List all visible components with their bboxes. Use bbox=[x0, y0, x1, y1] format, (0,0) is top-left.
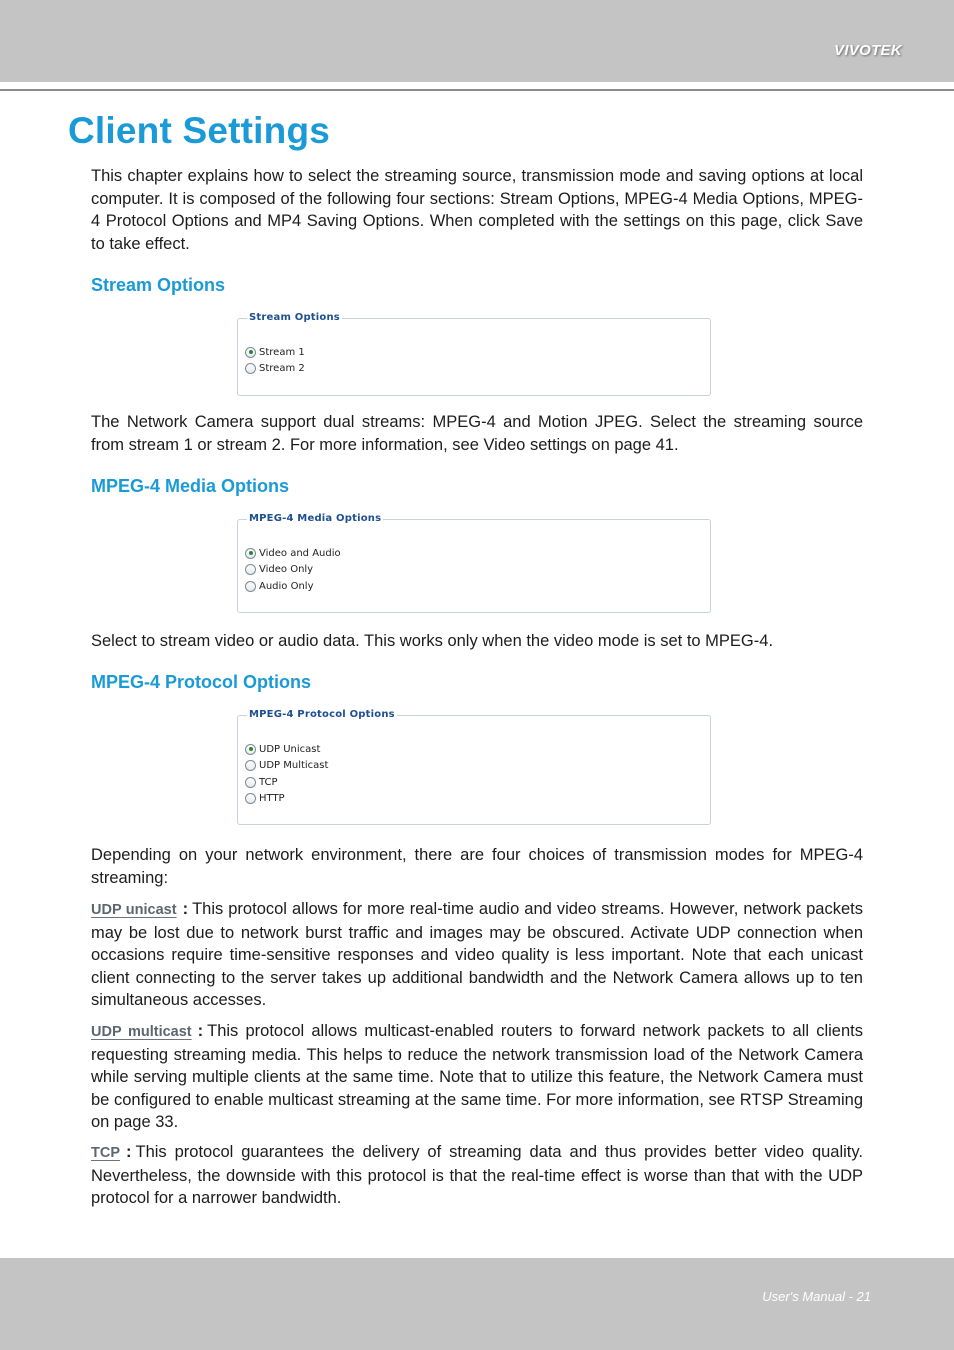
term-description: This protocol allows multicast-enabled routers to forward network packets to all clients requesting streaming media. This helps to reduce the network transmission load of the Network Camera while serving multiple clients at the same time. Note that to utilize this feature, the Network Camera must be configured to enable multicast streaming at the same time. For more information, see RTSP Streaming on page 33. bbox=[91, 1022, 863, 1131]
term-colon: : bbox=[197, 1022, 204, 1040]
radio-stream-1[interactable] bbox=[245, 344, 305, 361]
header-bar bbox=[0, 0, 954, 82]
term-udp-unicast: UDP unicast bbox=[91, 902, 177, 918]
radio-label: Stream 2 bbox=[259, 363, 305, 375]
radio-button-icon[interactable] bbox=[245, 548, 256, 559]
term-description: This protocol allows for more real-time audio and video streams. However, network packets may be lost due to network burst traffic and images may be obscured. Activate UDP connection when occasions require time-sensitive responses and video quality is less important. Note that each unicast client connecting to the server takes up additional bandwidth and the Network Camera allows up to ten simultaneous accesses. bbox=[91, 900, 863, 1009]
protocol-options-description: Depending on your network environment, there are four choices of transmission modes for MPEG-4 streaming: bbox=[91, 846, 863, 887]
radio-video-and-audio[interactable] bbox=[245, 545, 341, 562]
header-divider bbox=[0, 89, 954, 91]
protocol-options-panel-title: MPEG-4 Protocol Options bbox=[249, 709, 395, 720]
radio-button-icon[interactable] bbox=[245, 744, 256, 755]
radio-button-icon[interactable] bbox=[245, 581, 256, 592]
media-options-panel bbox=[237, 513, 711, 613]
media-options-panel-title: MPEG-4 Media Options bbox=[249, 513, 382, 524]
term-paragraph-tcp bbox=[91, 1141, 863, 1210]
intro-paragraph: This chapter explains how to select the streaming source, transmission mode and saving options at local computer. It is composed of the following four sections: Stream Options, MPEG-4 Media Options, MPEG-4 Protocol Options and MP4 Saving Options. When completed with the settings on this page, click Save to take effect. bbox=[91, 167, 863, 253]
media-options-heading: MPEG-4 Media Options bbox=[91, 476, 290, 496]
radio-label: UDP Unicast bbox=[259, 743, 321, 755]
term-colon: : bbox=[126, 1143, 132, 1161]
page-title: Client Settings bbox=[68, 110, 331, 151]
term-paragraph-udp-multicast bbox=[91, 1020, 863, 1134]
radio-label: HTTP bbox=[259, 793, 285, 805]
radio-label: Audio Only bbox=[259, 580, 314, 592]
protocol-options-panel bbox=[237, 709, 711, 825]
radio-udp-multicast[interactable] bbox=[245, 758, 328, 775]
radio-button-icon[interactable] bbox=[245, 777, 256, 788]
radio-tcp[interactable] bbox=[245, 774, 328, 791]
radio-label: Video Only bbox=[259, 564, 314, 576]
radio-label: Video and Audio bbox=[259, 547, 341, 559]
radio-label: UDP Multicast bbox=[259, 760, 329, 772]
radio-button-icon[interactable] bbox=[245, 793, 256, 804]
stream-options-panel bbox=[237, 312, 711, 396]
stream-options-description: The Network Camera support dual streams: MPEG-4 and Motion JPEG. Select the streaming source from stream 1 or stream 2. For more information, see Video settings on page 41. bbox=[91, 413, 863, 454]
radio-button-icon[interactable] bbox=[245, 564, 256, 575]
radio-video-only[interactable] bbox=[245, 562, 341, 579]
radio-label: Stream 1 bbox=[259, 346, 305, 358]
brand-logo: VIVOTEK bbox=[834, 42, 902, 59]
term-colon: : bbox=[182, 900, 189, 918]
protocol-options-heading: MPEG-4 Protocol Options bbox=[91, 672, 312, 692]
footer-bar bbox=[0, 1258, 954, 1350]
term-description: This protocol guarantees the delivery of streaming data and thus provides better video quality. Nevertheless, the downside with this protocol is that the real-time effect is worse than that with the UDP protocol for a narrower bandwidth. bbox=[91, 1143, 863, 1207]
radio-button-icon[interactable] bbox=[245, 760, 256, 771]
term-paragraph-udp-unicast bbox=[91, 898, 863, 1012]
media-options-description: Select to stream video or audio data. This works only when the video mode is set to MPEG-4. bbox=[91, 632, 774, 650]
radio-http[interactable] bbox=[245, 791, 328, 808]
radio-label: TCP bbox=[259, 776, 278, 788]
stream-options-panel-title: Stream Options bbox=[249, 312, 340, 323]
page-number: User's Manual - 21 bbox=[762, 1289, 871, 1304]
radio-audio-only[interactable] bbox=[245, 578, 341, 595]
term-tcp: TCP bbox=[91, 1145, 120, 1161]
stream-options-heading: Stream Options bbox=[91, 275, 226, 295]
radio-button-icon[interactable] bbox=[245, 363, 256, 374]
radio-button-icon[interactable] bbox=[245, 347, 256, 358]
radio-stream-2[interactable] bbox=[245, 361, 305, 378]
term-udp-multicast: UDP multicast bbox=[91, 1024, 192, 1040]
radio-udp-unicast[interactable] bbox=[245, 741, 328, 758]
